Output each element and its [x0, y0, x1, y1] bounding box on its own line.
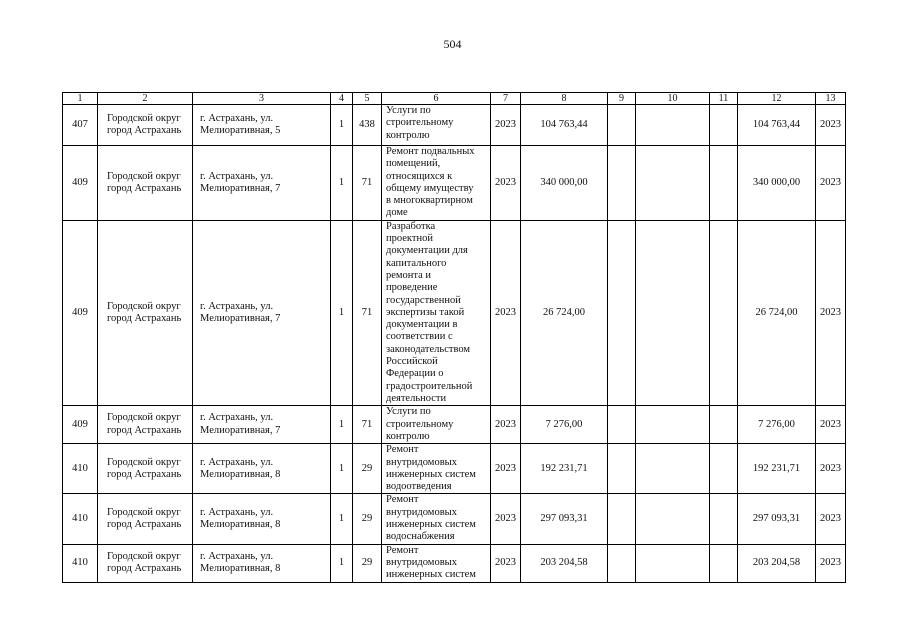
header-cell-11: 11: [710, 93, 738, 105]
cell-col-7: 2023: [491, 105, 521, 146]
cell-col-9: [608, 105, 636, 146]
cell-col-13: 2023: [816, 494, 846, 544]
cell-line: градостроительной: [386, 380, 473, 392]
cell-line: Городской округ: [107, 300, 181, 312]
cell-line: г. Астрахань, ул.: [200, 456, 274, 468]
table-row: [63, 105, 846, 146]
cell-col-4: 1: [331, 105, 353, 146]
header-cell-7: 7: [491, 93, 521, 105]
cell-col-13: 2023: [816, 105, 846, 146]
cell-line: контролю: [386, 430, 430, 442]
cell-line: Ремонт подвальных: [386, 146, 475, 157]
cell-col-12: 203 204,58: [738, 544, 816, 582]
cell-col-4: 1: [331, 444, 353, 494]
cell-col-1: 410: [63, 494, 98, 544]
cell-line: Мелиоративная, 8: [200, 468, 281, 480]
cell-line: Услуги по: [386, 406, 431, 418]
cell-col-4: 1: [331, 406, 353, 444]
cell-line: законодательством: [386, 343, 471, 355]
cell-col-11: [710, 146, 738, 221]
cell-line: Ремонт: [386, 494, 419, 506]
cell-col-1: 410: [63, 444, 98, 494]
cell-col-12: 297 093,31: [738, 494, 816, 544]
cell-col-12: 192 231,71: [738, 444, 816, 494]
cell-col-6: [382, 146, 491, 221]
cell-line: Городской округ: [107, 506, 181, 518]
cell-line: г. Астрахань, ул.: [200, 550, 274, 562]
cell-col-4: 1: [331, 494, 353, 544]
cell-line: строительному: [386, 117, 454, 129]
cell-line: относящихся к: [386, 170, 453, 182]
cell-col-5: 438: [353, 105, 382, 146]
cell-line: внутридомовых: [386, 506, 457, 518]
cell-col-5: 29: [353, 494, 382, 544]
cell-col-11: [710, 444, 738, 494]
header-cell-8: 8: [521, 93, 608, 105]
table-row: [63, 146, 846, 221]
header-cell-12: 12: [738, 93, 816, 105]
cell-col-2: [98, 220, 193, 405]
cell-line: Разработка: [386, 220, 436, 232]
cell-line: Российской: [386, 356, 438, 368]
cell-line: Услуги по: [386, 105, 431, 116]
cell-line: город Астрахань: [107, 313, 182, 324]
table-row: [63, 444, 846, 494]
cell-line: город Астрахань: [107, 563, 182, 575]
table-row: [63, 544, 846, 582]
cell-line: Городской округ: [107, 550, 181, 562]
cell-col-3: [193, 406, 331, 444]
cell-col-7: 2023: [491, 544, 521, 582]
cell-col-3: [193, 220, 331, 405]
cell-col-11: [710, 494, 738, 544]
cell-col-1: 409: [63, 220, 98, 405]
cell-col-8: 26 724,00: [521, 220, 608, 405]
header-cell-2: 2: [98, 93, 193, 105]
cell-line: внутридомовых: [386, 556, 457, 568]
cell-line: Городской округ: [107, 112, 181, 124]
cell-line: доме: [386, 207, 408, 219]
cell-line: инженерных систем: [386, 468, 476, 480]
cell-line: проектной: [386, 233, 433, 245]
cell-col-3: [193, 494, 331, 544]
cell-col-5: 71: [353, 406, 382, 444]
cell-col-7: 2023: [491, 146, 521, 221]
cell-line: помещений,: [386, 158, 441, 170]
cell-line: Городской округ: [107, 412, 181, 424]
cell-col-1: 407: [63, 105, 98, 146]
cell-line: г. Астрахань, ул.: [200, 170, 274, 182]
cell-col-9: [608, 444, 636, 494]
cell-col-6: [382, 494, 491, 544]
cell-col-5: 71: [353, 220, 382, 405]
cell-col-4: 1: [331, 146, 353, 221]
table-body: [63, 105, 846, 583]
cell-col-10: [636, 406, 710, 444]
cell-col-2: [98, 544, 193, 582]
header-cell-5: 5: [353, 93, 382, 105]
cell-col-3: [193, 444, 331, 494]
cell-line: общему имуществу: [386, 182, 474, 194]
cell-col-10: [636, 444, 710, 494]
page-number: 504: [443, 37, 462, 51]
cell-col-7: 2023: [491, 406, 521, 444]
cell-col-12: 104 763,44: [738, 105, 816, 146]
cell-col-6: [382, 444, 491, 494]
cell-line: город Астрахань: [107, 125, 182, 136]
table-row: [63, 406, 846, 444]
cell-col-6: [382, 105, 491, 146]
cell-col-7: 2023: [491, 220, 521, 405]
cell-col-8: 192 231,71: [521, 444, 608, 494]
cell-line: город Астрахань: [107, 424, 182, 436]
cell-col-6: [382, 544, 491, 582]
cell-line: город Астрахань: [107, 182, 182, 194]
cell-col-5: 29: [353, 444, 382, 494]
cell-col-13: 2023: [816, 544, 846, 582]
cell-line: капитального: [386, 257, 447, 269]
cell-line: Городской округ: [107, 456, 181, 468]
cell-col-1: 409: [63, 406, 98, 444]
cell-col-12: 340 000,00: [738, 146, 816, 221]
cell-line: контролю: [386, 129, 430, 141]
header-cell-6: 6: [382, 93, 491, 105]
cell-line: город Астрахань: [107, 519, 182, 531]
cell-col-9: [608, 494, 636, 544]
cell-col-11: [710, 544, 738, 582]
cell-line: Ремонт: [386, 444, 419, 456]
cell-col-6: [382, 406, 491, 444]
table-header: [63, 93, 846, 105]
cell-line: документации для: [386, 245, 468, 257]
cell-line: г. Астрахань, ул.: [200, 412, 274, 424]
cell-col-7: 2023: [491, 494, 521, 544]
cell-col-8: 203 204,58: [521, 544, 608, 582]
cell-line: ремонта и: [386, 269, 432, 281]
cell-line: город Астрахань: [107, 468, 182, 480]
cell-line: Ремонт: [386, 544, 419, 556]
cell-col-10: [636, 494, 710, 544]
cell-col-7: 2023: [491, 444, 521, 494]
cell-line: государственной: [386, 294, 461, 306]
cell-line: в многоквартирном: [386, 195, 473, 207]
cell-line: г. Астрахань, ул.: [200, 300, 274, 312]
cell-col-9: [608, 544, 636, 582]
cell-line: Федерации о: [386, 368, 444, 380]
cell-col-2: [98, 146, 193, 221]
cell-col-8: 7 276,00: [521, 406, 608, 444]
cell-col-13: 2023: [816, 444, 846, 494]
cell-line: деятельности: [386, 392, 447, 404]
cell-col-10: [636, 105, 710, 146]
cell-col-2: [98, 494, 193, 544]
cell-line: Мелиоративная, 7: [200, 182, 281, 194]
cell-line: г. Астрахань, ул.: [200, 112, 274, 124]
cell-line: инженерных систем: [386, 569, 476, 581]
cell-col-3: [193, 146, 331, 221]
cell-col-8: 297 093,31: [521, 494, 608, 544]
cell-line: проведение: [386, 282, 438, 294]
cell-line: экспертизы такой: [386, 306, 465, 318]
cell-line: Мелиоративная, 5: [200, 125, 281, 136]
header-cell-4: 4: [331, 93, 353, 105]
table-row: [63, 220, 846, 405]
cell-col-12: 26 724,00: [738, 220, 816, 405]
cell-line: строительному: [386, 418, 454, 430]
cell-col-8: 104 763,44: [521, 105, 608, 146]
cell-col-4: 1: [331, 220, 353, 405]
cell-col-8: 340 000,00: [521, 146, 608, 221]
header-cell-10: 10: [636, 93, 710, 105]
cell-line: водоснабжения: [386, 531, 455, 543]
cell-line: Мелиоративная, 7: [200, 313, 281, 324]
cell-col-13: 2023: [816, 406, 846, 444]
cell-col-11: [710, 105, 738, 146]
cell-col-9: [608, 146, 636, 221]
header-cell-1: 1: [63, 93, 98, 105]
cell-col-11: [710, 220, 738, 405]
cell-col-1: 409: [63, 146, 98, 221]
cell-col-3: [193, 544, 331, 582]
table-row: [63, 494, 846, 544]
cell-col-4: 1: [331, 544, 353, 582]
cell-col-10: [636, 146, 710, 221]
cell-col-9: [608, 406, 636, 444]
cell-col-1: 410: [63, 544, 98, 582]
header-cell-13: 13: [816, 93, 846, 105]
cell-line: Городской округ: [107, 170, 181, 182]
cell-col-10: [636, 544, 710, 582]
header-cell-3: 3: [193, 93, 331, 105]
header-cell-9: 9: [608, 93, 636, 105]
cell-col-2: [98, 406, 193, 444]
data-table: [62, 92, 846, 583]
cell-col-5: 71: [353, 146, 382, 221]
cell-col-6: [382, 220, 491, 405]
cell-line: водоотведения: [386, 481, 452, 493]
cell-col-5: 29: [353, 544, 382, 582]
cell-line: Мелиоративная, 7: [200, 424, 281, 436]
cell-line: Мелиоративная, 8: [200, 563, 281, 575]
cell-line: документации в: [386, 319, 458, 331]
cell-line: внутридомовых: [386, 456, 457, 468]
table-header-row: [63, 93, 846, 105]
cell-col-2: [98, 444, 193, 494]
cell-line: инженерных систем: [386, 519, 476, 531]
cell-col-2: [98, 105, 193, 146]
cell-col-13: 2023: [816, 220, 846, 405]
cell-col-9: [608, 220, 636, 405]
cell-col-10: [636, 220, 710, 405]
cell-col-11: [710, 406, 738, 444]
cell-col-3: [193, 105, 331, 146]
cell-col-13: 2023: [816, 146, 846, 221]
cell-line: соответствии с: [386, 331, 453, 343]
cell-line: г. Астрахань, ул.: [200, 506, 274, 518]
cell-line: Мелиоративная, 8: [200, 519, 281, 531]
cell-col-12: 7 276,00: [738, 406, 816, 444]
